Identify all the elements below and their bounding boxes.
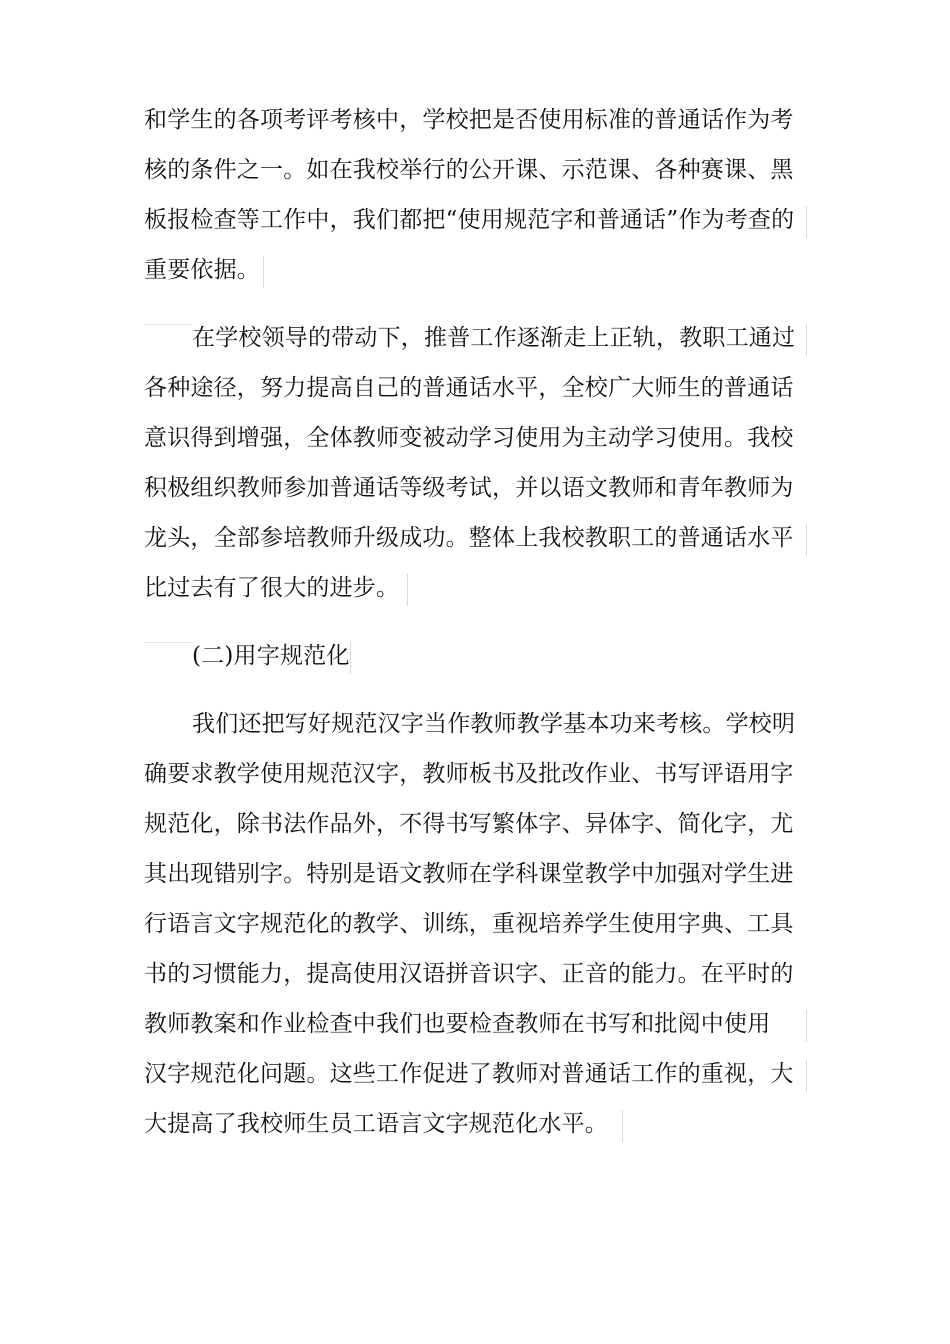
line-end-rule [806,206,807,238]
paragraph-1-line-3: 板报检查等工作中，我们都把“使用规范字和普通话”作为考查的 [144,207,795,233]
paragraph-3-line-8: 汉字规范化问题。这些工作促进了教师对普通话工作的重视，大 [144,1061,794,1087]
paragraph-2-line-4: 积极组织教师参加普通话等级考试，并以语文教师和青年教师为 [144,475,794,501]
line-end-rule [622,1110,623,1142]
paragraph-3-line-3: 规范化，除书法作品外，不得书写繁体字、异体字、简化字，尤 [144,811,794,837]
indent-rule [144,642,192,643]
paragraph-3-line-6: 书的习惯能力，提高使用汉语拼音识字、正音的能力。在平时的 [144,961,794,987]
paragraph-2-line-2: 各种途径，努力提高自己的普通话水平，全校广大师生的普通话 [144,375,794,401]
paragraph-2-line-6: 比过去有了很大的进步。 [144,575,400,601]
paragraph-3-line-2: 确要求教学使用规范汉字，教师板书及批改作业、书写评语用字 [144,761,794,787]
section-heading: (二)用字规范化 [192,643,350,669]
paragraph-3-line-1: 我们还把写好规范汉字当作教师教学基本功来考核。学校明 [192,711,796,737]
line-end-rule [806,524,807,556]
line-end-rule [350,642,351,674]
indent-rule [144,324,192,325]
paragraph-2-line-5: 龙头，全部参培教师升级成功。整体上我校教职工的普通话水平 [144,525,794,551]
line-end-rule [806,1010,807,1042]
paragraph-2-line-3: 意识得到增强，全体教师变被动学习使用为主动学习使用。我校 [144,425,794,451]
line-end-rule [263,256,264,288]
line-end-rule [806,1060,807,1092]
paragraph-3-line-4: 其出现错别字。特别是语文教师在学科课堂教学中加强对学生进 [144,861,794,887]
line-end-rule [806,324,807,356]
paragraph-1-line-1: 和学生的各项考评考核中，学校把是否使用标准的普通话作为考 [144,107,794,133]
paragraph-3-line-7: 教师教案和作业检查中我们也要检查教师在书写和批阅中使用 [144,1011,771,1037]
paragraph-2-line-1: 在学校领导的带动下，推普工作逐渐走上正轨，教职工通过 [192,325,796,351]
paragraph-3-line-5: 行语言文字规范化的教学、训练，重视培养学生使用字典、工具 [144,911,794,937]
line-end-rule [407,574,408,606]
paragraph-3-line-9: 大提高了我校师生员工语言文字规范化水平。 [144,1111,608,1137]
paragraph-1-line-2: 核的条件之一。如在我校举行的公开课、示范课、各种赛课、黑 [144,157,794,183]
paragraph-1-line-4: 重要依据。 [144,257,260,283]
